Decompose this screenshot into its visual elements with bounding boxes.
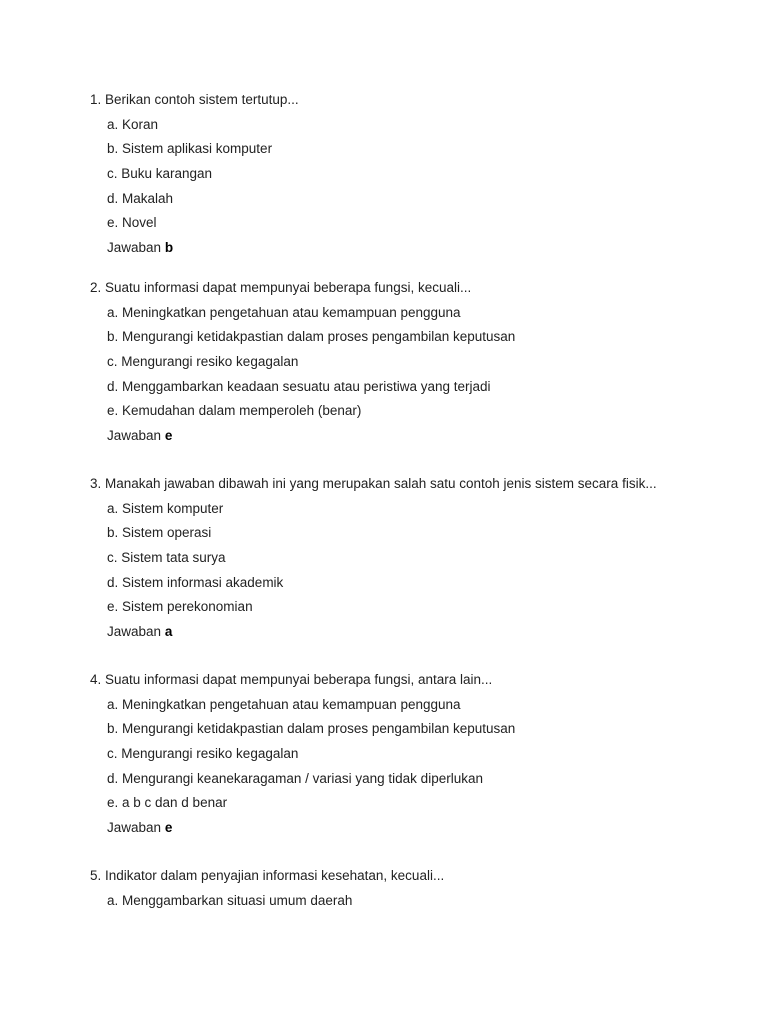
option-a: a. Meningkatkan pengetahuan atau kemampuan pengguna: [107, 304, 461, 320]
question-3: [90, 474, 750, 647]
question-text: 3. Manakah jawaban dibawah ini yang merupakan salah satu contoh jenis sistem secara fisik...: [90, 476, 657, 491]
option-b: b. Sistem operasi: [107, 525, 212, 541]
question-2: [90, 278, 750, 451]
question-text: 2. Suatu informasi dapat mempunyai beberapa fungsi, kecuali...: [90, 280, 472, 295]
option-e: e. Sistem perekonomian: [107, 599, 253, 615]
option-c: c. Buku karangan: [107, 166, 213, 182]
option-e: e. Kemudahan dalam memperoleh (benar): [107, 403, 362, 419]
question-5: [90, 866, 750, 915]
option-b: b. Sistem aplikasi komputer: [107, 141, 273, 157]
answer-key: e: [164, 820, 173, 836]
question-text: 4. Suatu informasi dapat mempunyai beberapa fungsi, antara lain...: [90, 672, 493, 687]
option-a: a. Koran: [107, 116, 159, 132]
answer-key: e: [164, 428, 173, 444]
option-e: e. a b c dan d benar: [107, 795, 228, 811]
option-d: d. Menggambarkan keadaan sesuatu atau peristiwa yang terjadi: [107, 378, 491, 394]
option-d: d. Sistem informasi akademik: [107, 574, 284, 590]
option-c: c. Mengurangi resiko kegagalan: [107, 354, 299, 370]
question-text: 5. Indikator dalam penyajian informasi kesehatan, kecuali...: [90, 868, 445, 883]
option-d: d. Makalah: [107, 190, 174, 206]
option-c: c. Mengurangi resiko kegagalan: [107, 746, 299, 762]
option-b: b. Mengurangi ketidakpastian dalam proses pengambilan keputusan: [107, 329, 516, 345]
option-a: a. Sistem komputer: [107, 500, 224, 516]
answer-label: Jawaban: [107, 428, 162, 444]
option-e: e. Novel: [107, 215, 157, 231]
answer-label: Jawaban: [107, 624, 162, 640]
answer-line: [90, 238, 750, 263]
answer-line: [90, 426, 750, 451]
option-a: a. Meningkatkan pengetahuan atau kemampuan pengguna: [107, 696, 461, 712]
answer-label: Jawaban: [107, 240, 162, 256]
option-b: b. Mengurangi ketidakpastian dalam proses pengambilan keputusan: [107, 721, 516, 737]
option-d: d. Mengurangi keanekaragaman / variasi yang tidak diperlukan: [107, 770, 483, 786]
question-text: 1. Berikan contoh sistem tertutup...: [90, 92, 299, 107]
answer-label: Jawaban: [107, 820, 162, 836]
answer-key: a: [164, 624, 173, 640]
answer-key: b: [164, 240, 174, 256]
answer-line: [90, 622, 750, 647]
option-c: c. Sistem tata surya: [107, 550, 226, 566]
question-4: [90, 670, 750, 843]
question-1: [90, 90, 750, 263]
answer-line: [90, 818, 750, 843]
option-a: a. Menggambarkan situasi umum daerah: [107, 892, 353, 908]
